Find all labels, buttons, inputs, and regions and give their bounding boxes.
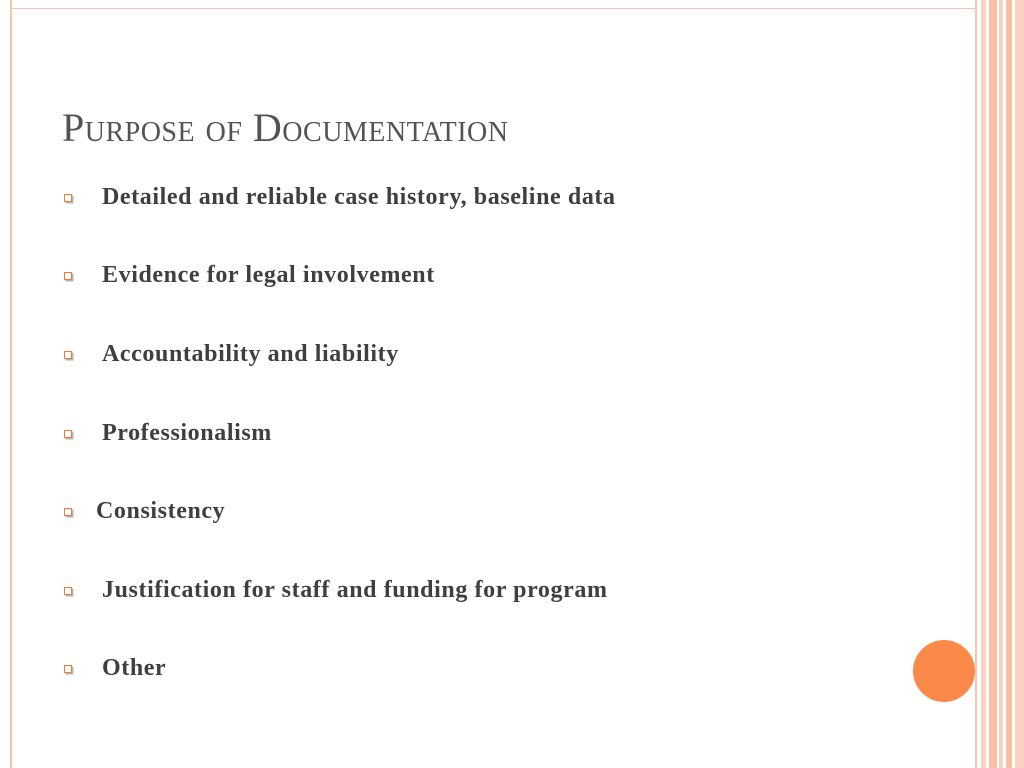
slide-title: Purpose of Documentation: [62, 105, 509, 150]
frame-right-line: [975, 0, 977, 768]
decorative-stripe: [1006, 0, 1012, 768]
decorative-stripe: [981, 0, 986, 768]
bullet-text: Accountability and liability: [102, 341, 399, 367]
bullet-item: [64, 262, 435, 289]
bullet-item: [64, 420, 272, 447]
square-bullet-icon: [64, 587, 72, 595]
square-bullet-icon: [64, 665, 72, 673]
decorative-stripe: [989, 0, 997, 768]
bullet-item: [64, 341, 399, 368]
bullet-text: Other: [102, 655, 167, 681]
decorative-stripe: [1015, 0, 1024, 768]
bullet-text: Justification for staff and funding for program: [102, 577, 608, 603]
bullet-text: Detailed and reliable case history, baseline data: [102, 184, 616, 210]
bullet-text: Professionalism: [102, 420, 272, 446]
bullet-text: Evidence for legal involvement: [102, 262, 435, 288]
frame-left-line: [10, 0, 12, 768]
bullet-item: [64, 577, 608, 604]
decorative-stripe: [999, 0, 1003, 768]
bullet-item: [64, 498, 225, 525]
frame-top-line: [10, 8, 976, 9]
bullet-text: Consistency: [96, 498, 226, 524]
square-bullet-icon: [64, 351, 72, 359]
square-bullet-icon: [64, 430, 72, 438]
square-bullet-icon: [64, 508, 72, 516]
square-bullet-icon: [64, 194, 72, 202]
bullet-item: [64, 655, 166, 682]
decorative-orange-circle: [913, 640, 975, 702]
bullet-item: [64, 184, 616, 211]
square-bullet-icon: [64, 272, 72, 280]
